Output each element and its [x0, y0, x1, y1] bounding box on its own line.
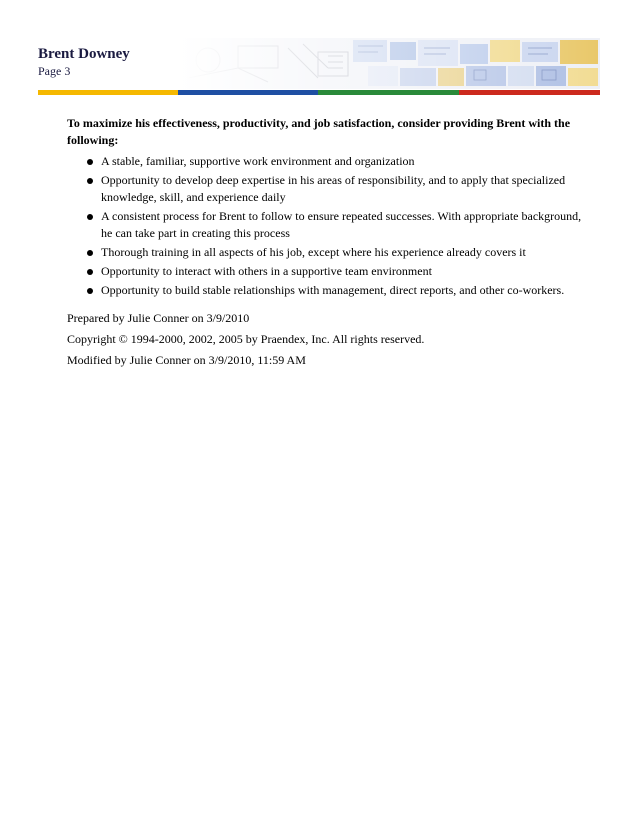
modified-by: Modified by Julie Conner on 3/9/2010, 11:59 AM [67, 353, 306, 367]
list-item [67, 153, 587, 170]
list-item-text: Opportunity to build stable relationships with management, direct reports, and other co-workers. [101, 283, 565, 297]
bullet-icon [87, 269, 93, 275]
copyright-notice: Copyright © 1994-2000, 2002, 2005 by Praendex, Inc. All rights reserved. [67, 332, 425, 346]
page-header [0, 0, 638, 100]
bullet-icon [87, 288, 93, 294]
header-banner-image [178, 38, 600, 89]
color-stripe [38, 90, 600, 95]
list-item-text: A consistent process for Brent to follow to ensure repeated successes. With appropriate background, he can take part in creating this process [101, 209, 582, 240]
intro-heading: To maximize his effectiveness, productivity, and job satisfaction, consider providing Brent with the following: [67, 116, 571, 147]
stripe-yellow [38, 90, 178, 95]
page-number: Page 3 [38, 64, 71, 78]
list-item [67, 244, 587, 261]
list-item [67, 263, 587, 280]
prepared-by: Prepared by Julie Conner on 3/9/2010 [67, 311, 250, 325]
recommendation-list [67, 153, 587, 299]
candidate-name: Brent Downey [38, 46, 130, 62]
list-item [67, 208, 587, 242]
stripe-green [318, 90, 459, 95]
bullet-icon [87, 214, 93, 220]
main-content [67, 115, 587, 369]
bullet-icon [87, 178, 93, 184]
list-item-text: A stable, familiar, supportive work environment and organization [101, 154, 415, 168]
list-item [67, 172, 587, 206]
bullet-icon [87, 250, 93, 256]
list-item [67, 282, 587, 299]
stripe-red [459, 90, 600, 95]
list-item-text: Opportunity to develop deep expertise in his areas of responsibility, and to apply that specialized knowledge, skill, and experience daily [101, 173, 566, 204]
list-item-text: Opportunity to interact with others in a supportive team environment [101, 264, 432, 278]
list-item-text: Thorough training in all aspects of his job, except where his experience already covers it [101, 245, 526, 259]
bullet-icon [87, 159, 93, 165]
stripe-blue [178, 90, 318, 95]
